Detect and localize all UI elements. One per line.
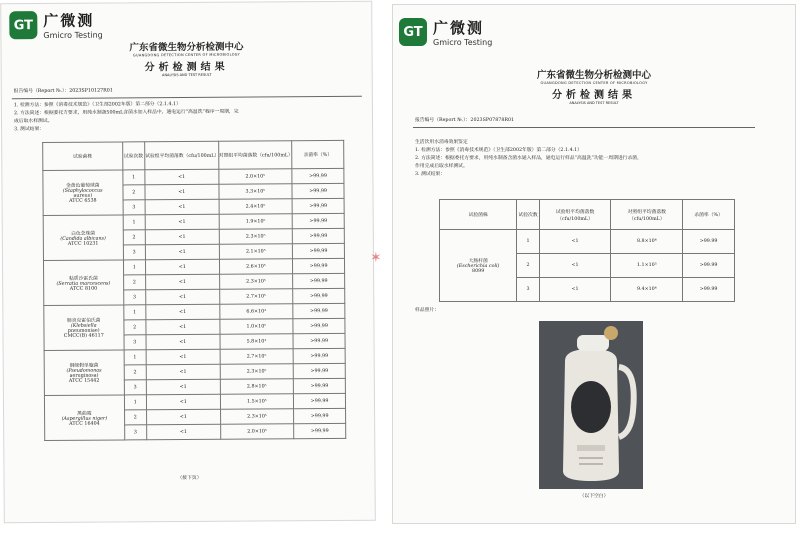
method-line: 1. 检测方法：参照《消毒技术规范》（卫生部2002年版）第二部分（2.1.4.1） (13, 102, 181, 109)
divider (12, 96, 362, 99)
control-avg-cell: 1.1×10⁵ (611, 254, 683, 278)
report-page-right (392, 4, 796, 524)
report-title-en: ANALYSIS AND TEST RESULT (569, 101, 619, 105)
kill-rate-cell: >99.99 (293, 243, 345, 258)
report-title-en: ANALYSIS AND TEST RESULT (162, 72, 212, 78)
trial-number-cell: 3 (124, 335, 146, 350)
logo-name-cn: 广微测 (43, 11, 95, 31)
gt-logo-icon: GT (399, 18, 427, 46)
summary-line: 2. 方法简述：根据委托方要求，用纯水制备500mL含菌水加入样品中，通电运行“高温洗”程序一周期，完 (13, 109, 239, 117)
kill-rate-cell: >99.99 (293, 288, 345, 303)
trial-number-cell: 2 (124, 365, 146, 380)
kill-rate-cell: >99.99 (293, 363, 345, 378)
gt-logo-icon: GT (9, 11, 37, 39)
trial-number-cell: 2 (123, 185, 145, 200)
test-avg-cell: <1 (146, 409, 220, 425)
trial-number-cell: 1 (123, 260, 145, 275)
col-trial: 试验次数 (517, 200, 539, 230)
continued-note: （接下页） (177, 475, 202, 482)
control-avg-cell: 1.0×10⁵ (219, 319, 293, 335)
gmicro-logo (399, 17, 492, 47)
test-avg-cell: <1 (145, 199, 219, 215)
test-avg-cell: <1 (146, 364, 220, 380)
results-table (42, 140, 346, 441)
test-avg-cell: <1 (145, 244, 219, 260)
trial-number-cell: 2 (123, 230, 145, 245)
trial-number-cell: 3 (124, 380, 146, 395)
kill-rate-cell: >99.99 (292, 168, 344, 183)
test-avg-cell: <1 (145, 184, 219, 200)
test-avg-cell: <1 (145, 259, 219, 275)
trial-number-cell: 3 (123, 200, 145, 215)
strain-name-cell: 白色念珠菌 (Candida albicans) ATCC 10231 (43, 215, 123, 261)
trial-number-cell: 3 (123, 245, 145, 260)
strain-name-cell: 铜绿假单胞菌 (Pseudomonas aeruginosa) ATCC 15442 (44, 350, 124, 396)
test-avg-cell: <1 (539, 230, 611, 254)
test-avg-cell: <1 (147, 424, 221, 440)
kill-rate-cell: >99.99 (683, 278, 735, 302)
kill-rate-cell: >99.99 (294, 408, 346, 423)
photo-label: 样品照片： (415, 308, 439, 313)
kill-rate-cell: >99.99 (292, 213, 344, 228)
method-text (415, 139, 642, 179)
kill-rate-cell: >99.99 (293, 258, 345, 273)
seal-stamp-fragment: ✶ (370, 250, 382, 266)
strain-name-cell: 肺炎克雷伯氏菌 (Klebsiella pneumoniae) CMCC(B) 46117 (44, 305, 124, 351)
test-avg-cell: <1 (145, 214, 219, 230)
control-avg-cell: 2.0×10⁵ (220, 424, 294, 440)
report-title-cn: 分析检测结果 (552, 90, 636, 101)
kill-rate-cell: >99.99 (292, 198, 344, 213)
control-avg-cell: 2.4×10⁵ (219, 199, 293, 215)
control-avg-cell: 5.8×10⁴ (220, 334, 294, 350)
control-avg-cell: 2.0×10⁵ (218, 169, 292, 185)
kill-rate-cell: >99.99 (294, 378, 346, 393)
kill-rate-cell: >99.99 (683, 254, 735, 278)
col-control-avg: 对照组平均菌落数（cfu/100mL） (218, 141, 292, 170)
kill-rate-cell: >99.99 (292, 183, 344, 198)
col-trial: 试验次数 (122, 142, 145, 170)
col-control-avg: 对照组平均菌落数（cfu/100mL） (611, 200, 683, 230)
divider (413, 127, 755, 128)
test-avg-cell: <1 (146, 334, 220, 350)
control-avg-cell: 2.3×10⁵ (220, 409, 294, 425)
control-avg-cell: 2.3×10⁵ (219, 274, 293, 290)
report-number: 报告编号（Report №.）：2023SP10127R01 (13, 88, 113, 95)
col-kill-rate: 杀菌率（%） (292, 140, 344, 168)
col-strain: 试验菌株 (440, 200, 517, 230)
logo-name-en: Gmicro Testing (433, 38, 493, 47)
test-avg-cell: <1 (145, 229, 219, 245)
control-avg-cell: 1.9×10⁵ (219, 214, 293, 230)
trial-number-cell: 1 (122, 170, 144, 185)
test-avg-cell: <1 (146, 274, 220, 290)
control-avg-cell: 8.8×10⁴ (611, 230, 683, 254)
org-name-en: GUANGDONG DETECTION CENTER OF MICROBIOLOGY (540, 81, 648, 85)
test-avg-cell: <1 (146, 349, 220, 365)
summary-line-cont: 作用完成后取水样测试。 (415, 164, 468, 169)
end-note: （以下空白） (579, 494, 609, 499)
org-name-cn: 广东省微生物分析检测中心 (536, 70, 651, 81)
test-avg-cell: <1 (146, 379, 220, 395)
control-avg-cell: 2.3×10⁵ (219, 229, 293, 245)
trial-number-cell: 2 (123, 320, 145, 335)
test-avg-cell: <1 (146, 304, 220, 320)
kill-rate-cell: >99.99 (293, 333, 345, 348)
kill-rate-cell: >99.99 (294, 393, 346, 408)
trial-number-cell: 1 (123, 215, 145, 230)
control-avg-cell: 2.3×10⁵ (220, 364, 294, 380)
gmicro-logo (9, 10, 103, 41)
kill-rate-cell: >99.99 (294, 423, 346, 438)
col-kill-rate: 杀菌率（%） (683, 200, 735, 230)
control-avg-cell: 2.7×10⁵ (220, 349, 294, 365)
trial-number-cell: 3 (123, 290, 145, 305)
trial-number-cell: 1 (517, 230, 539, 254)
kettle-image (539, 321, 643, 489)
kill-rate-cell: >99.99 (293, 348, 345, 363)
report-header (393, 67, 795, 105)
table-row (440, 230, 735, 254)
trial-number-cell: 1 (123, 305, 145, 320)
strain-name-cell: 粘质沙雷氏菌 (Serratia marcescens) ATCC 8100 (43, 260, 123, 306)
trial-number-cell: 1 (124, 350, 146, 365)
results-heading: 3. 测试结果： (14, 127, 45, 133)
strain-name-cell: 金黄色葡萄球菌 (Staphylococcus aureus) ATCC 6538 (43, 170, 123, 216)
control-avg-cell: 1.5×10⁵ (220, 394, 294, 410)
org-name-en: GUANGDONG DETECTION CENTER OF MICROBIOLOGY (133, 52, 241, 58)
test-avg-cell: <1 (146, 319, 220, 335)
control-avg-cell: 9.4×10⁴ (611, 278, 683, 302)
test-avg-cell: <1 (539, 254, 611, 278)
logo-name-en: Gmicro Testing (43, 30, 103, 41)
col-strain: 试验菌株 (43, 142, 123, 171)
kill-rate-cell: >99.99 (683, 230, 735, 254)
method-line: 1. 检测方法：参照《消毒技术规范》（卫生部2002年版）第二部分（2.1.4.1） (415, 148, 583, 153)
trial-number-cell: 2 (517, 254, 539, 278)
test-avg-cell: <1 (146, 289, 220, 305)
test-avg-cell: <1 (145, 169, 219, 185)
strain-name-cell: 黑曲霉 (Aspergillus niger) ATCC 16404 (44, 395, 124, 441)
report-title-cn: 分析检测结果 (144, 61, 229, 74)
org-name-cn: 广东省微生物分析检测中心 (129, 41, 244, 54)
kill-rate-cell: >99.99 (293, 273, 345, 288)
trial-number-cell: 1 (124, 395, 146, 410)
control-avg-cell: 2.8×10⁵ (220, 379, 294, 395)
summary-line-cont: 成后取水样测试。 (13, 118, 53, 125)
trial-number-cell: 2 (123, 275, 145, 290)
results-table-body (43, 168, 346, 440)
report-header (1, 38, 371, 79)
test-subject-line: 生活饮用水消毒效果鉴定 (415, 140, 468, 145)
report-page-left (0, 1, 376, 524)
trial-number-cell: 2 (124, 410, 146, 425)
control-avg-cell: 2.7×10⁵ (219, 289, 293, 305)
col-test-avg: 试验组平均菌落数（cfu/100mL） (145, 141, 219, 170)
kill-rate-cell: >99.99 (293, 303, 345, 318)
control-avg-cell: 6.6×10⁴ (219, 304, 293, 320)
results-table-body (440, 230, 735, 302)
kill-rate-cell: >99.99 (292, 228, 344, 243)
control-avg-cell: 3.3×10⁵ (219, 184, 293, 200)
kill-rate-cell: >99.99 (293, 318, 345, 333)
method-text (14, 101, 239, 135)
report-number: 报告编号（Report №.）：2023SP07878R01 (415, 118, 515, 123)
strain-name-cell: 大肠杆菌 (Escherichia coli) 8099 (440, 230, 517, 302)
test-avg-cell: <1 (539, 278, 611, 302)
control-avg-cell: 2.1×10⁵ (219, 244, 293, 260)
logo-name-cn: 广微测 (433, 19, 485, 37)
summary-line: 2. 方法简述：根据委托方要求，用纯水制备含菌水通入样品，通电运行样品“高温洗”功能一周期进行杀菌， (415, 156, 642, 161)
results-heading: 3. 测试结果： (415, 172, 446, 177)
results-table (439, 199, 735, 302)
test-avg-cell: <1 (146, 394, 220, 410)
trial-number-cell: 3 (517, 278, 539, 302)
control-avg-cell: 2.6×10⁵ (219, 259, 293, 275)
trial-number-cell: 3 (124, 425, 146, 440)
col-test-avg: 试验组平均菌落数（cfu/100mL） (539, 200, 611, 230)
sample-photo (539, 321, 643, 489)
